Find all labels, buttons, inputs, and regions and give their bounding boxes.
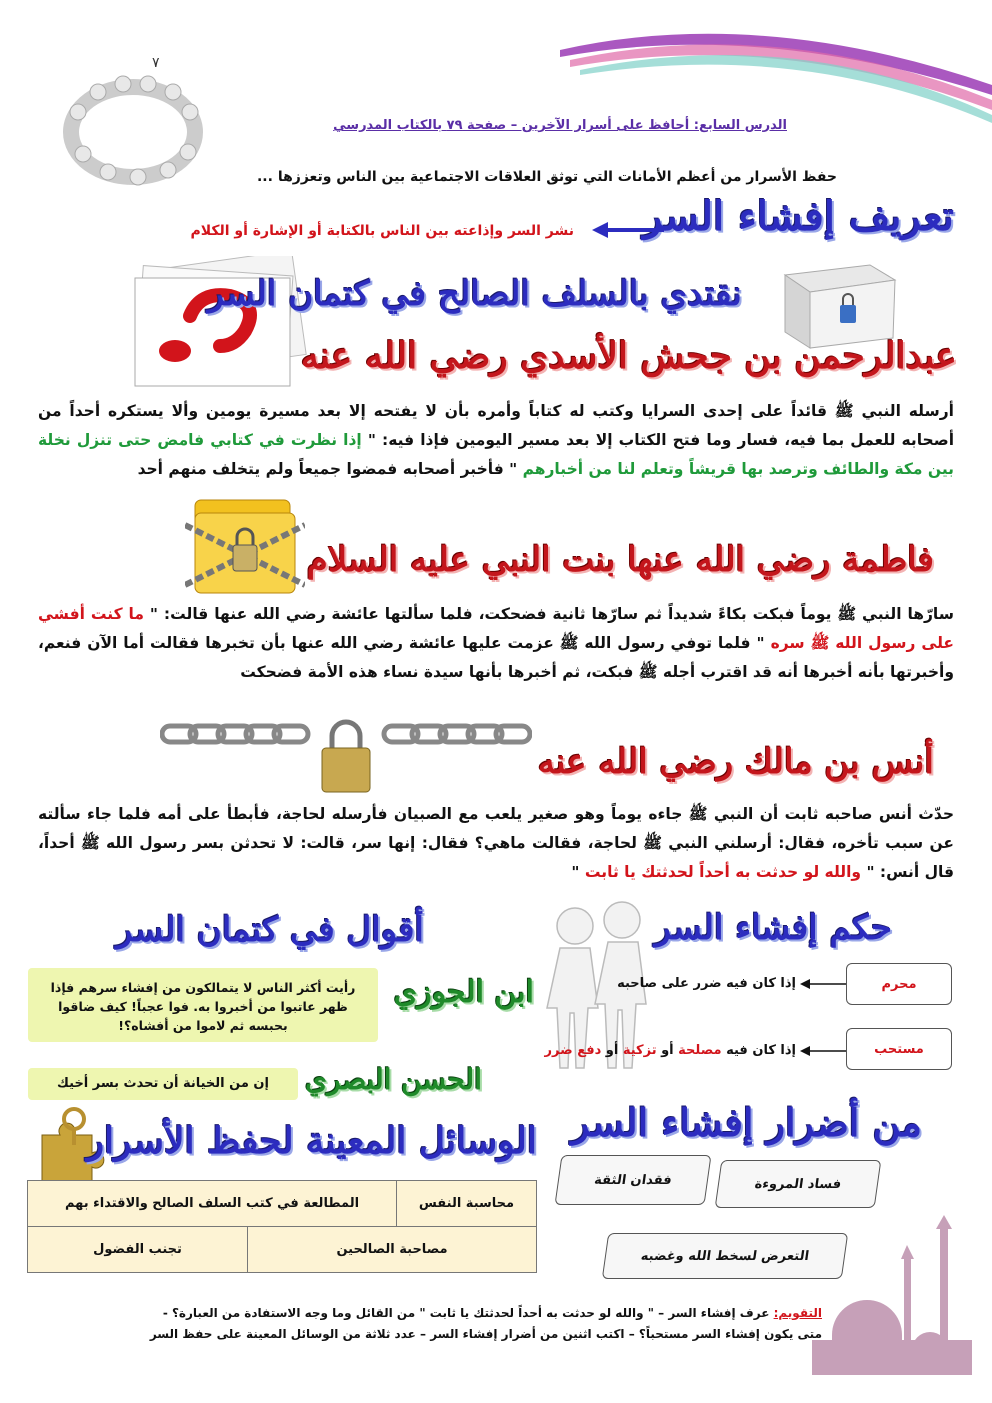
hasan-quote: إن من الخيانة أن تحدث بسر أخيك <box>57 1076 269 1091</box>
harm-item: فقدان الثقة <box>554 1155 711 1205</box>
ruling-heading: حكم إفشاء السر <box>654 908 892 948</box>
evaluation-label: التقويم: <box>773 1306 822 1320</box>
story3-text-1: حدّث أنس صاحبه ثابت أن النبي ﷺ جاءه يوماً وهو صغير يلعب مع الصبيان فأرسله لحاجة، فأبطأ على أمه فلما جاء سألته عن سبب تأخره، فقال: أرسلني النبي ﷺ لحاجة، فقالت ماهي؟ فقال: إنها سر، قالت: لا تحدثن بسر رسول الله ﷺ أحداً، قال أنس: " <box>38 805 954 881</box>
story2-quote: ما كنت أفشي على رسول الله ﷺ سره <box>38 605 954 652</box>
ibn-aljawzi-quote: رأيت أكثر الناس لا يتمالكون من إفشاء سرهم فإذا ظهر عاتبوا من أخبروا به. فوا عجباً! كيف ضاقوا بحبسه ثم لاموا من أفشاه؟! <box>50 980 356 1033</box>
mustahab-text-pre: إذا كان فيه <box>721 1043 796 1058</box>
definition-text: نشر السر وإذاعته بين الناس بالكتابة أو الإشارة أو الكلام <box>190 223 574 239</box>
means-cell: المطالعة في كتب السلف الصالح والاقتداء بهم <box>28 1181 397 1227</box>
means-heading: الوسائل المعينة لحفظ الأسرار <box>86 1120 537 1162</box>
harm-item: فساد المروءة <box>715 1160 882 1208</box>
people-circle-icon <box>58 62 208 192</box>
mustahab-sep-1: أو <box>656 1043 679 1058</box>
mosque-silhouette-icon <box>812 1215 972 1375</box>
haram-text: إذا كان فيه ضرر على صاحبه <box>617 976 796 991</box>
harm-item: التعرض لسخط الله وغضبه <box>602 1233 848 1279</box>
story2-text-1: سارّها النبي ﷺ يوماً فبكت بكاءً شديداً ثم سارّها ثانية فضحكت، فلما سألتها عائشة رضي الله عنها قالت: " <box>143 605 954 623</box>
evaluation-text-1: عرف إفشاء السر – " والله لو حدثت به أحداً لحدثتك يا ثابت " من القائل وما وجه الاستفادة من العبارة؟ - <box>162 1306 774 1320</box>
means-row <box>28 1181 537 1227</box>
mustahab-text <box>545 1043 796 1058</box>
story2-paragraph <box>38 600 954 687</box>
ibn-aljawzi-quote-box <box>28 968 378 1042</box>
definition-heading: تعريف إفشاء السر <box>643 193 954 240</box>
locked-folder-icon <box>185 485 305 605</box>
means-table <box>27 1180 537 1273</box>
means-cell: محاسبة النفس <box>397 1181 537 1227</box>
means-cell: تجنب الفضول <box>28 1227 248 1273</box>
hasan-name: الحسن البصري <box>305 1063 482 1096</box>
chain-padlock-icon <box>160 718 532 794</box>
arrow-left-icon <box>800 978 846 990</box>
story1-text-2: " فأخبر أصحابه فمضوا جميعاً ولم يتخلف منهم أحد <box>137 460 523 478</box>
decorative-swoosh-icon <box>560 15 992 125</box>
intro-text: حفظ الأسرار من أعظم الأمانات التي توثق العلاقات الاجتماعية بين الناس وتعززها ... <box>256 169 837 185</box>
evaluation-block <box>62 1303 822 1345</box>
haram-label: محرم <box>846 963 952 1005</box>
evaluation-line-2: متى يكون إفشاء السر مستحباً؟ – اكتب اثنين من أضرار إفشاء السر – عدد ثلاثة من الوسائل المعينة على حفظ السر <box>149 1327 822 1341</box>
story2-heading: فاطمة رضي الله عنها بنت النبي عليه السلام <box>306 540 934 580</box>
story3-paragraph <box>38 800 954 887</box>
story3-text-2: " <box>571 863 585 881</box>
story3-heading: أنس بن مالك رضي الله عنه <box>537 742 934 782</box>
salaf-heading: نقتدي بالسلف الصالح في كتمان السر <box>207 274 742 314</box>
ibn-aljawzi-name: ابن الجوزي <box>393 975 534 1010</box>
arrow-left-icon <box>592 222 664 238</box>
page-number: ٧ <box>152 55 160 71</box>
mustahab-label: مستحب <box>846 1028 952 1070</box>
story1-quote: إذا نظرت في كتابي فامض حتى تنزل نخلة بين مكة والطائف وترصد بها قريشاً وتعلم لنا من أخبارهم <box>38 431 954 478</box>
story1-paragraph <box>38 397 954 484</box>
hasan-quote-box <box>28 1068 298 1100</box>
means-cell: مصاحبة الصالحين <box>248 1227 537 1273</box>
story3-quote: والله لو حدثت به أحداً لحدثتك يا ثابت <box>584 863 862 881</box>
story2-text-2: " فلما توفي رسول الله ﷺ عزمت عليها عائشة رضي الله عنها بأن تخبرها فقالت أما الآن فنعم، وأخبرتها بأنه أخبرها أنه قد اقترب أجله ﷺ فبكت، ثم أخبرها بأنها سيدة نساء هذه الأمة فضحكت <box>38 634 954 681</box>
means-row <box>28 1227 537 1273</box>
lesson-title: الدرس السابع: أحافظ على أسرار الآخرين – صفحة ٧٩ بالكتاب المدرسي <box>333 118 787 133</box>
mustahab-word-1: مصلحة <box>678 1043 722 1058</box>
arrow-left-icon <box>800 1045 846 1057</box>
mustahab-sep-2: أو <box>601 1043 623 1058</box>
harms-heading: من أضرار إفشاء السر <box>571 1100 922 1145</box>
evaluation-line-1 <box>62 1303 822 1324</box>
story1-text-1: أرسله النبي ﷺ قائداً على إحدى السرايا وكتب له كتاباً وأمره بأن لا يفتحه إلا بعد مسيرة يومين وألا يستكره أحداً من أصحابه للعمل بما فيه، فسار وما فتح الكتاب إلا بعد مسير اليومين فإذا فيه: " <box>38 402 955 449</box>
story1-heading: عبدالرحمن بن جحش الأسدي رضي الله عنه <box>300 335 957 377</box>
sayings-heading: أقوال في كتمان السر <box>116 910 424 950</box>
mustahab-word-3: دفع ضرر <box>544 1043 602 1058</box>
mustahab-word-2: تزكية <box>622 1043 657 1058</box>
